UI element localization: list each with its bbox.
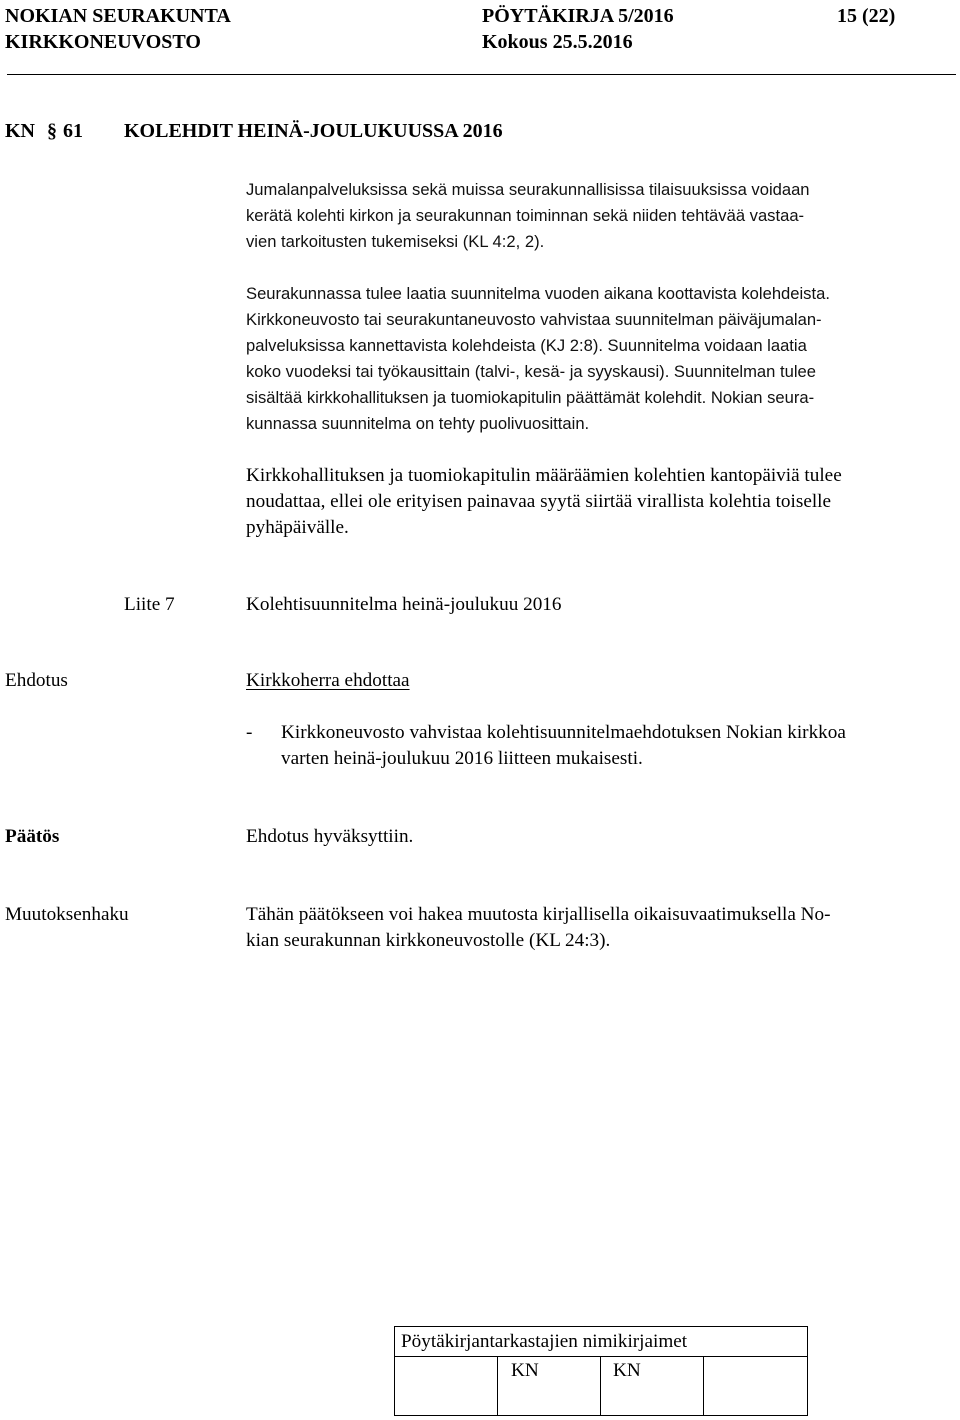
appeal-label: Muutoksenhaku (5, 904, 129, 925)
signature-initials-2: KN (613, 1360, 641, 1381)
signature-box (394, 1326, 808, 1416)
appeal-line: kian seurakunnan kirkkoneuvostolle (KL 24:3). (246, 930, 611, 951)
section-prefix: KN (5, 120, 35, 142)
paragraph-line: Seurakunnassa tulee laatia suunnitelma vuoden aikana koottavista kolehdeista. (246, 284, 830, 303)
paragraph-line: palveluksissa kannettavista kolehdeista (KJ 2:8). Suunnitelma voidaan laatia (246, 336, 807, 355)
paragraph-line: vien tarkoitusten tukemiseksi (KL 4:2, 2). (246, 232, 545, 251)
header-meeting-date: Kokous 25.5.2016 (482, 31, 633, 53)
attachment-label: Liite 7 (124, 594, 175, 615)
header-doc-title: PÖYTÄKIRJA 5/2016 (482, 5, 674, 27)
section-title: KOLEHDIT HEINÄ-JOULUKUUSSA 2016 (124, 120, 503, 142)
paragraph-line: Kirkkohallituksen ja tuomiokapitulin määräämien kolehtien kantopäiviä tulee (246, 465, 842, 486)
signature-row-divider (395, 1356, 807, 1357)
paragraph-line: kerätä kolehti kirkon ja seurakunnan toiminnan sekä niiden tehtävää vastaa- (246, 206, 805, 225)
proposal-dash: - (246, 722, 253, 743)
header-board: KIRKKONEUVOSTO (5, 31, 201, 53)
decision-text: Ehdotus hyväksyttiin. (246, 826, 414, 847)
header-org: NOKIAN SEURAKUNTA (5, 5, 231, 27)
decision-label: Päätös (5, 826, 60, 847)
paragraph-line: kunnassa suunnitelma on tehty puolivuosittain. (246, 414, 590, 433)
attachment-title: Kolehtisuunnitelma heinä-joulukuu 2016 (246, 594, 562, 615)
signature-initials-1: KN (511, 1360, 539, 1381)
signature-column-divider (703, 1356, 704, 1415)
paragraph-line: noudattaa, ellei ole erityisen painavaa syytä siirtää virallista kolehtia toiselle (246, 491, 832, 512)
paragraph-line: Kirkkoneuvosto tai seurakuntaneuvosto vahvistaa suunnitelman päiväjumalan- (246, 310, 822, 329)
proposal-line: varten heinä-joulukuu 2016 liitteen mukaisesti. (281, 748, 643, 769)
proposal-line: Kirkkoneuvosto vahvistaa kolehtisuunnitelmaehdotuksen Nokian kirkkoa (281, 722, 846, 743)
section-number: 61 (63, 120, 83, 142)
section-symbol: § (47, 120, 57, 142)
header-page-number: 15 (22) (837, 5, 896, 27)
header-rule (7, 74, 956, 75)
signature-title: Pöytäkirjantarkastajien nimikirjaimet (401, 1331, 688, 1352)
proposal-proposer: Kirkkoherra ehdottaa (246, 670, 410, 691)
paragraph-line: koko vuodeksi tai työkausittain (talvi-, kesä- ja syyskausi). Suunnitelman tulee (246, 362, 816, 381)
paragraph-line: sisältää kirkkohallituksen ja tuomiokapitulin päättämät kolehdit. Nokian seura- (246, 388, 815, 407)
paragraph-line: pyhäpäivälle. (246, 517, 349, 538)
paragraph-line: Jumalanpalveluksissa sekä muissa seurakunnallisissa tilaisuuksissa voidaan (246, 180, 810, 199)
proposal-label: Ehdotus (5, 670, 68, 691)
signature-column-divider (600, 1356, 601, 1415)
signature-column-divider (497, 1356, 498, 1415)
appeal-line: Tähän päätökseen voi hakea muutosta kirjallisella oikaisuvaatimuksella No- (246, 904, 831, 925)
